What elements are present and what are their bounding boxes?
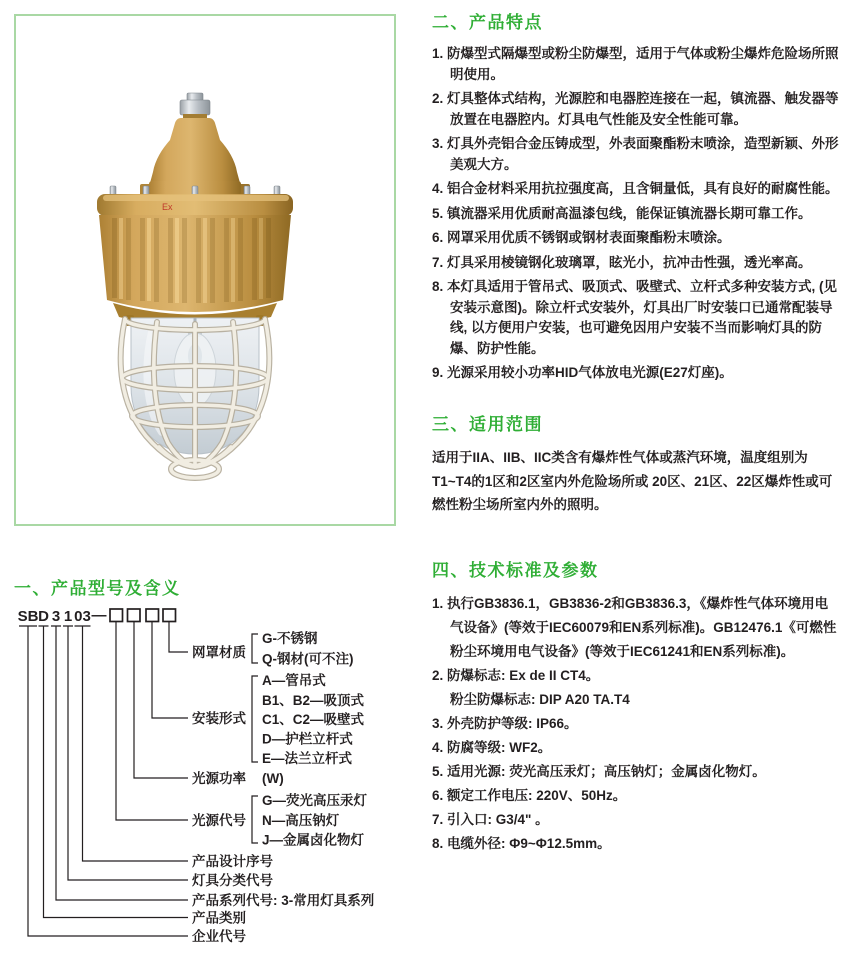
svg-text:安装形式: 安装形式 [192,711,246,726]
code-box-1 [110,609,123,622]
model-code-diagram [0,595,423,965]
spec-line: 3. 外壳防护等级: IP66。 [432,716,578,731]
features-section [432,8,839,388]
model-section-heading: 一、产品型号及含义 [14,579,181,598]
svg-text:(W): (W) [262,771,284,786]
svg-text:产品设计序号: 产品设计序号 [192,854,273,869]
diagram-options [262,630,368,848]
svg-text:SB: SB [17,608,39,625]
svg-text:企业代号: 企业代号 [192,929,246,944]
spec-line: 5. 适用光源: 荧光高压汞灯；高压钠灯；金属卤化物灯。 [432,764,766,779]
svg-text:灯具分类代号: 灯具分类代号 [192,873,273,888]
svg-text:光源功率: 光源功率 [192,771,246,786]
svg-text:产品类别: 产品类别 [192,910,246,926]
spec-line: 2. 防爆标志: Ex de II CT4。 [432,668,600,683]
lamp-photo [16,16,394,524]
spec-line: 1. 执行GB3836.1，GB3836-2和GB3836.3，《爆炸性气体环境用电气设备》(等效于IEC60079和EN系列标准)。GB12476.1《可燃性粉尘环境用电气设备》(等效于IEC61241和EN系列标准)。 [432,596,837,659]
svg-text:J—金属卤化物灯: J—金属卤化物灯 [262,832,365,848]
svg-text:Q-钢材(可不注): Q-钢材(可不注) [262,651,354,667]
scope-text: 适用于IIA、IIB、IIC类含有爆炸性气体或蒸汽环境，温度组别为T1~T4的1区和2区室内外危险场所或 20区、21区、22区爆炸性或可燃性粉尘场所室内外的照明。 [432,450,833,512]
svg-text:C1、C2—吸壁式: C1、C2—吸壁式 [262,712,365,727]
svg-text:产品系列代号: 3-常用灯具系列: 产品系列代号: 3-常用灯具系列 [192,893,375,908]
feature-item: 6. 网罩采用优质不锈钢或钢材表面聚酯粉末喷涂。 [432,230,731,245]
spec-line: 4. 防腐等级: WF2。 [432,740,552,755]
specs-section [432,556,839,856]
ex-marking: Ex [162,202,173,212]
feature-item: 8. 本灯具适用于管吊式、吸顶式、吸壁式、立杆式多种安装方式, (见安装示意图)。除立杆式安装外，灯具出厂时安装口已通常配装导线, 以方便用户安装，也可避免因用户安装不当而影响灯具的防爆、防护性能。 [432,279,838,356]
feature-item: 9. 光源采用较小功率HID气体放电光源(E27灯座)。 [432,365,733,380]
scope-section [432,410,839,517]
svg-text:光源代号: 光源代号 [192,813,246,828]
feature-item: 5. 镇流器采用优质耐高温漆包线，能保证镇流器长期可靠工作。 [432,205,812,221]
lamp-top-bolt [180,93,210,120]
svg-text:N—高压钠灯: N—高压钠灯 [262,813,340,828]
code-box-4 [163,609,176,622]
scope-heading: 三、适用范围 [432,415,543,434]
svg-text:1: 1 [63,608,73,625]
svg-text:—: — [91,607,107,624]
svg-text:D—护栏立杆式: D—护栏立杆式 [262,731,353,747]
code-box-3 [146,609,159,622]
feature-item: 4. 铝合金材料采用抗拉强度高，且含铜量低，具有良好的耐腐性能。 [432,181,839,196]
feature-item: 7. 灯具采用棱镜钢化玻璃罩，眩光小，抗冲击性强，透光率高。 [432,254,812,270]
svg-text:G—荧光高压汞灯: G—荧光高压汞灯 [262,793,368,808]
lamp-cone [150,118,240,183]
feature-item: 1. 防爆型式隔爆型或粉尘防爆型，适用于气体或粉尘爆炸危险场所照明使用。 [432,46,839,82]
feature-item: 2. 灯具整体式结构，光源腔和电器腔连接在一起，镇流器、触发器等放置在电器腔内。灯具电气性能及安全性能可靠。 [432,91,839,127]
specs-heading: 四、技术标准及参数 [432,561,599,580]
lamp-lid [97,186,293,216]
spec-line: 7. 引入口: G3/4" 。 [432,812,549,827]
svg-text:D: D [38,608,49,625]
svg-text:A—管吊式: A—管吊式 [262,673,326,688]
spec-line-continuation: 粉尘防爆标志: DIP A20 TA.T4 [450,692,630,707]
spec-line: 8. 电缆外径: Φ9~Φ12.5mm。 [432,836,611,851]
code-box-2 [128,609,141,622]
lamp-body [99,215,291,331]
feature-item: 3. 灯具外壳铝合金压铸成型，外表面聚酯粉末喷涂，造型新颖、外形美观大方。 [432,136,839,172]
svg-text:3: 3 [51,608,61,625]
svg-text:B1、B2—吸顶式: B1、B2—吸顶式 [262,693,365,708]
svg-text:03: 03 [74,608,91,625]
features-heading: 二、产品特点 [432,13,543,32]
product-photo-box [14,14,396,526]
svg-text:G-不锈钢: G-不锈钢 [262,631,318,646]
svg-text:网罩材质: 网罩材质 [192,645,246,660]
spec-line: 6. 额定工作电压: 220V、50Hz。 [432,788,627,803]
svg-text:E—法兰立杆式: E—法兰立杆式 [262,751,353,766]
